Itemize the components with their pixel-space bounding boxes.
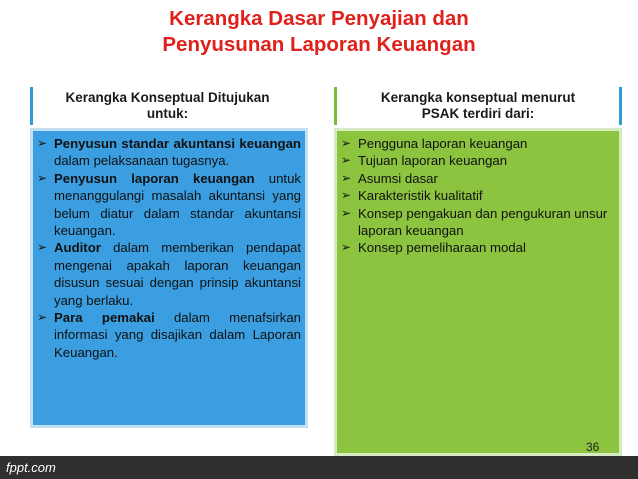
item-text: dalam pelaksanaan tugasnya. xyxy=(54,153,230,169)
list-item xyxy=(341,187,615,204)
list-item xyxy=(341,205,615,240)
arrow-bullet-icon: ➢ xyxy=(37,310,48,325)
title-line-2: Penyusunan Laporan Keuangan xyxy=(162,33,476,56)
arrow-bullet-icon: ➢ xyxy=(341,153,352,168)
right-header xyxy=(334,87,622,125)
item-text: Konsep pemeliharaan modal xyxy=(358,240,526,256)
item-bold: Auditor xyxy=(54,240,101,256)
item-bold: Penyusun laporan keuangan xyxy=(54,170,255,186)
item-text: Karakteristik kualitatif xyxy=(358,188,483,204)
item-text: Tujuan laporan keuangan xyxy=(358,153,508,169)
slide-title xyxy=(0,6,638,58)
right-header-line-2: PSAK terdiri dari: xyxy=(421,106,535,121)
arrow-bullet-icon: ➢ xyxy=(341,240,352,255)
right-panel xyxy=(334,128,622,456)
left-header-line-2: untuk: xyxy=(146,106,189,121)
page-number: 36 xyxy=(586,440,600,454)
left-header-line-1: Kerangka Konseptual Ditujukan xyxy=(65,90,270,105)
title-line-1: Kerangka Dasar Penyajian dan xyxy=(169,7,469,30)
item-bold: Penyusun standar akuntansi keuangan xyxy=(54,136,301,151)
watermark: fppt.com xyxy=(6,460,56,475)
footer-bar xyxy=(0,456,638,479)
item-text: untuk menanggulangi masalah akuntansi yang belum diatur dalam standar akuntansi keuangan. xyxy=(54,170,301,239)
item-bold: Para pemakai xyxy=(54,310,155,326)
list-item xyxy=(37,170,301,240)
list-item xyxy=(341,135,615,152)
item-text: Asumsi dasar xyxy=(358,170,438,186)
list-item xyxy=(37,239,301,309)
left-panel xyxy=(30,128,308,428)
item-text: dalam memberikan pendapat mengenai apakah laporan keuangan disusun sesuai dengan prinsip akuntansi yang berlaku. xyxy=(54,240,301,308)
item-text: dalam menafsirkan informasi yang disajikan dalam Laporan Keuangan. xyxy=(54,310,301,360)
list-item xyxy=(37,309,301,361)
arrow-bullet-icon: ➢ xyxy=(37,240,48,255)
right-header-line-1: Kerangka konseptual menurut xyxy=(380,90,576,105)
left-header xyxy=(30,87,302,125)
arrow-bullet-icon: ➢ xyxy=(341,188,352,203)
list-item xyxy=(37,135,301,170)
arrow-bullet-icon: ➢ xyxy=(341,136,352,150)
arrow-bullet-icon: ➢ xyxy=(37,170,48,185)
list-item xyxy=(341,152,615,169)
list-item xyxy=(341,170,615,187)
item-text: Konsep pengakuan dan pengukuran unsur laporan keuangan xyxy=(358,205,608,239)
arrow-bullet-icon: ➢ xyxy=(341,170,352,185)
item-text: Pengguna laporan keuangan xyxy=(358,136,528,151)
arrow-bullet-icon: ➢ xyxy=(341,205,352,220)
list-item xyxy=(341,239,615,256)
arrow-bullet-icon: ➢ xyxy=(37,136,48,150)
